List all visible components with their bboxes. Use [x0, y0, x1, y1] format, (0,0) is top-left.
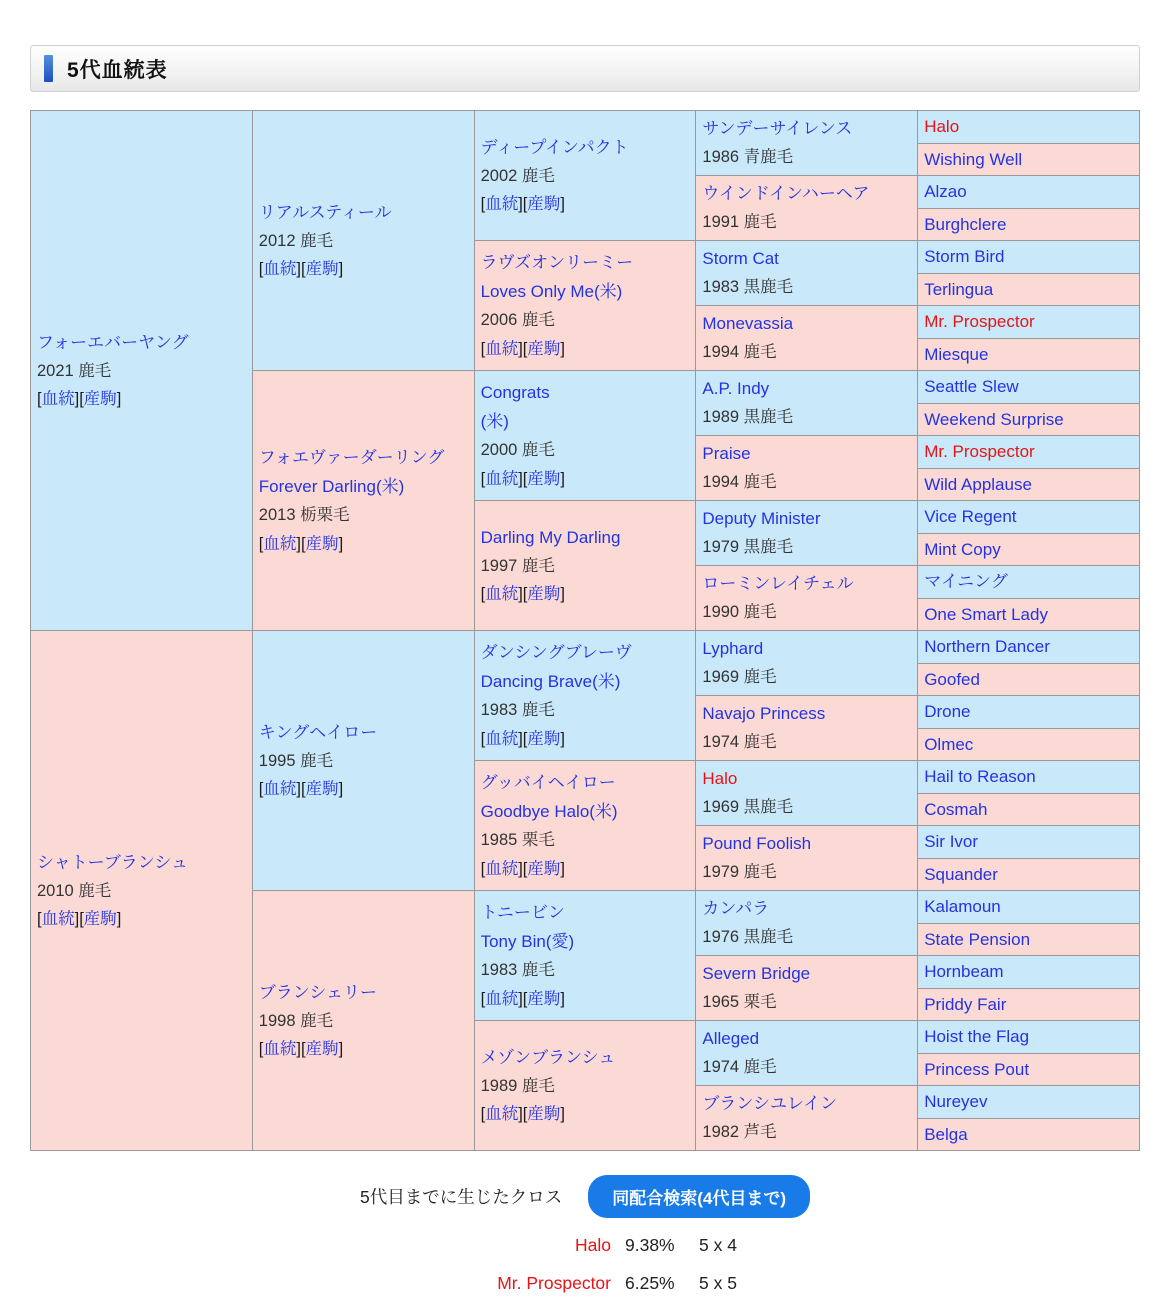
horse-name-link[interactable]: ブランシユレイン — [702, 1094, 838, 1114]
horse-name-link[interactable]: Kalamoun — [924, 897, 1001, 917]
cross-percent: 6.25% — [625, 1273, 675, 1293]
horse-year-coat: 2000 鹿毛 — [480, 441, 555, 460]
horse-name-link[interactable]: Miesque — [924, 344, 989, 364]
blood-link[interactable]: 血統 — [41, 910, 75, 929]
pedigree-cell — [918, 143, 1140, 176]
pedigree-cell — [474, 631, 696, 761]
blood-link[interactable]: 血統 — [485, 729, 519, 748]
horse-latin-name-link[interactable]: Loves Only Me(米) — [480, 282, 623, 302]
pedigree-cell — [918, 761, 1140, 794]
horse-name-link[interactable]: State Pension — [924, 929, 1031, 949]
pedigree-cell — [918, 176, 1140, 209]
horse-year-coat: 1969 鹿毛 — [702, 668, 777, 687]
horse-name-link[interactable]: サンデーサイレンス — [702, 119, 853, 139]
horse-name-link[interactable]: Belga — [924, 1124, 968, 1144]
horse-year-coat: 2006 鹿毛 — [480, 311, 555, 330]
pedigree-cell — [696, 566, 918, 631]
horse-name-link[interactable]: リアルスティール — [258, 202, 392, 222]
horse-name-link[interactable]: Priddy Fair — [924, 994, 1007, 1014]
horse-year-coat: 1994 鹿毛 — [702, 343, 777, 362]
pedigree-cell — [918, 631, 1140, 664]
horse-name-link[interactable]: Mr. Prospector — [924, 312, 1035, 332]
horse-name-link[interactable]: Navajo Princess — [702, 704, 826, 724]
horse-year-coat: 1969 黒鹿毛 — [702, 798, 794, 817]
horse-name-link[interactable]: A.P. Indy — [702, 379, 770, 399]
pedigree-cell — [31, 111, 253, 631]
cross-list — [30, 1235, 1140, 1294]
horse-name-link[interactable]: Mint Copy — [924, 539, 1001, 559]
horse-name-link[interactable]: マイニング — [924, 572, 1008, 592]
horse-name-link[interactable]: Weekend Surprise — [924, 409, 1064, 429]
pedigree-cell — [918, 566, 1140, 599]
blood-link[interactable]: 血統 — [41, 390, 75, 409]
blood-link[interactable]: 血統 — [485, 339, 519, 358]
blood-link[interactable]: 血統 — [485, 859, 519, 878]
horse-year-coat: 1976 黒鹿毛 — [702, 928, 794, 947]
pedigree-cell — [918, 696, 1140, 729]
horse-name-link[interactable]: Mr. Prospector — [924, 442, 1035, 462]
pedigree-cell — [474, 761, 696, 891]
pedigree-cell — [918, 728, 1140, 761]
horse-name-link[interactable]: Squander — [924, 864, 998, 884]
pedigree-cell — [918, 923, 1140, 956]
horse-links: [血統][産駒] — [258, 534, 344, 553]
pedigree-cell — [918, 1021, 1140, 1054]
offspring-link[interactable]: 産駒 — [83, 390, 117, 409]
pedigree-cell — [696, 891, 918, 956]
pedigree-cell — [918, 403, 1140, 436]
horse-year-coat: 1965 栗毛 — [702, 993, 777, 1012]
pedigree-cell — [918, 208, 1140, 241]
offspring-link[interactable]: 産駒 — [527, 195, 561, 214]
pedigree-cell — [918, 956, 1140, 989]
pedigree-cell — [696, 1086, 918, 1151]
horse-name-link[interactable]: Congrats — [480, 382, 550, 402]
offspring-link[interactable]: 産駒 — [527, 469, 561, 488]
horse-year-coat: 1979 鹿毛 — [702, 863, 777, 882]
pedigree-cell — [918, 1053, 1140, 1086]
pedigree-cell — [696, 696, 918, 761]
offspring-link[interactable]: 産駒 — [527, 989, 561, 1008]
horse-name-link[interactable]: トニービン — [480, 902, 565, 922]
horse-name-link[interactable]: シャトーブランシュ — [37, 852, 189, 872]
horse-name-link[interactable]: Terlingua — [924, 279, 994, 299]
horse-latin-name-link[interactable]: Forever Darling(米) — [258, 477, 405, 497]
horse-year-coat: 1994 鹿毛 — [702, 473, 777, 492]
horse-name-link[interactable]: Severn Bridge — [702, 964, 811, 984]
pedigree-cell — [474, 241, 696, 371]
horse-name-link[interactable]: Northern Dancer — [924, 637, 1050, 657]
cross-label: 5代目までに生じたクロス — [359, 1187, 563, 1207]
horse-name-link[interactable]: Hoist the Flag — [924, 1027, 1030, 1047]
blood-link[interactable]: 血統 — [485, 195, 519, 214]
blood-link[interactable]: 血統 — [263, 534, 297, 553]
pedigree-cell — [918, 241, 1140, 274]
horse-year-coat: 1985 栗毛 — [480, 831, 555, 850]
horse-year-coat: 2002 鹿毛 — [480, 166, 555, 185]
pedigree-cell — [696, 1021, 918, 1086]
cross-ancestor-name: Mr. Prospector — [497, 1273, 611, 1293]
horse-name-link[interactable]: Hornbeam — [924, 962, 1004, 982]
horse-name-link[interactable]: Darling My Darling — [480, 527, 621, 547]
horse-name-link[interactable]: Cosmah — [924, 799, 988, 819]
same-mating-search-button[interactable]: 同配合検索(4代目まで) — [588, 1175, 810, 1218]
horse-name-link[interactable]: Sir Ivor — [924, 832, 979, 852]
pedigree-cell — [696, 241, 918, 306]
horse-name-link[interactable]: Wild Applause — [924, 474, 1032, 494]
horse-name-link[interactable]: カンパラ — [702, 899, 770, 919]
pedigree-cell — [918, 1118, 1140, 1151]
offspring-link[interactable]: 産駒 — [527, 585, 561, 604]
pedigree-cell — [918, 273, 1140, 306]
horse-name-link[interactable]: キングヘイロー — [258, 722, 378, 742]
blood-link[interactable]: 血統 — [485, 469, 519, 488]
horse-name-link[interactable]: Nureyev — [924, 1092, 988, 1112]
horse-links: [血統][産駒] — [480, 729, 565, 748]
horse-year-coat: 1997 鹿毛 — [480, 556, 555, 575]
horse-latin-name-link[interactable]: Goodbye Halo(米) — [480, 802, 618, 822]
horse-name-link[interactable]: フォーエバーヤング — [37, 332, 189, 352]
horse-year-coat: 1989 黒鹿毛 — [702, 408, 794, 427]
horse-year-coat: 2012 鹿毛 — [258, 231, 334, 250]
offspring-link[interactable]: 産駒 — [305, 1040, 339, 1059]
pedigree-cell — [696, 111, 918, 176]
horse-year-coat: 1979 黒鹿毛 — [702, 538, 794, 557]
cross-row — [30, 1235, 1140, 1256]
horse-links: [血統][産駒] — [480, 859, 565, 878]
horse-name-link[interactable]: One Smart Lady — [924, 604, 1048, 624]
offspring-link[interactable]: 産駒 — [305, 260, 339, 279]
pedigree-cell — [474, 891, 696, 1021]
pedigree-cell — [696, 176, 918, 241]
header-accent-bar — [44, 55, 53, 82]
horse-year-coat: 2021 鹿毛 — [37, 361, 112, 380]
pedigree-table-body — [31, 111, 1140, 1151]
horse-year-coat: 2010 鹿毛 — [37, 881, 112, 900]
horse-name-link[interactable]: Halo — [924, 117, 960, 137]
cross-ancestor-name: Halo — [575, 1235, 611, 1255]
blood-link[interactable]: 血統 — [263, 260, 297, 279]
horse-links: [血統][産駒] — [480, 585, 565, 604]
horse-links: [血統][産駒] — [258, 780, 344, 799]
pedigree-cell — [696, 826, 918, 891]
horse-year-coat: 1983 鹿毛 — [480, 701, 555, 720]
horse-name-link[interactable]: Alleged — [702, 1029, 760, 1049]
offspring-link[interactable]: 産駒 — [527, 729, 561, 748]
section-header — [30, 45, 1140, 92]
offspring-link[interactable]: 産駒 — [83, 910, 117, 929]
horse-year-coat: 1998 鹿毛 — [258, 1011, 334, 1030]
pedigree-cell — [474, 111, 696, 241]
horse-name-link[interactable]: ブランシェリー — [258, 982, 378, 1002]
horse-name-link[interactable]: Storm Bird — [924, 247, 1005, 267]
horse-links: [血統][産駒] — [37, 390, 122, 409]
pedigree-cell — [918, 891, 1140, 924]
pedigree-cell — [918, 338, 1140, 371]
horse-name-link[interactable]: Alzao — [924, 182, 967, 202]
horse-links: [血統][産駒] — [37, 910, 122, 929]
horse-links: [血統][産駒] — [258, 1040, 344, 1059]
horse-name-link[interactable]: Burghclere — [924, 214, 1007, 234]
horse-year-coat: 1974 鹿毛 — [702, 1058, 777, 1077]
cross-header-row — [30, 1175, 1140, 1218]
horse-links: [血統][産駒] — [258, 260, 344, 279]
horse-name-link[interactable]: Pound Foolish — [702, 834, 812, 854]
horse-name-link[interactable]: ダンシングブレーヴ — [480, 642, 632, 662]
blood-link[interactable]: 血統 — [263, 1040, 297, 1059]
pedigree-cell — [696, 371, 918, 436]
pedigree-cell — [918, 826, 1140, 859]
pedigree-cell — [252, 111, 474, 371]
horse-name-link[interactable]: Storm Cat — [702, 249, 779, 269]
pedigree-cell — [918, 501, 1140, 534]
pedigree-cell — [918, 858, 1140, 891]
pedigree-cell — [918, 1086, 1140, 1119]
horse-links: [血統][産駒] — [480, 989, 565, 1008]
pedigree-cell — [696, 501, 918, 566]
pedigree-cell — [918, 533, 1140, 566]
pedigree-cell — [474, 1021, 696, 1151]
blood-link[interactable]: 血統 — [485, 585, 519, 604]
pedigree-cell — [474, 371, 696, 501]
horse-name-link[interactable]: Hail to Reason — [924, 767, 1036, 787]
cross-pattern: 5 x 5 — [699, 1273, 737, 1293]
horse-year-coat: 1982 芦毛 — [702, 1123, 777, 1142]
horse-name-link[interactable]: Seattle Slew — [924, 377, 1019, 397]
pedigree-cell — [918, 371, 1140, 404]
horse-latin-name-link[interactable]: Dancing Brave(米) — [480, 672, 621, 692]
horse-name-link[interactable]: Lyphard — [702, 639, 764, 659]
horse-links: [血統][産駒] — [480, 1105, 565, 1124]
horse-name-link[interactable]: Princess Pout — [924, 1059, 1030, 1079]
pedigree-cell — [474, 501, 696, 631]
pedigree-cell — [918, 436, 1140, 469]
horse-name-link[interactable]: Monevassia — [702, 314, 794, 334]
pedigree-cell — [918, 598, 1140, 631]
offspring-link[interactable]: 産駒 — [527, 1105, 561, 1124]
horse-name-link[interactable]: Deputy Minister — [702, 509, 821, 529]
blood-link[interactable]: 血統 — [263, 780, 297, 799]
pedigree-cell — [696, 761, 918, 826]
horse-name-link[interactable]: メゾンブランシュ — [480, 1047, 616, 1067]
horse-name-link[interactable]: ラヴズオンリーミー — [480, 252, 634, 272]
horse-name-link[interactable]: Vice Regent — [924, 507, 1017, 527]
cross-row — [30, 1273, 1140, 1294]
pedigree-cell — [696, 631, 918, 696]
blood-link[interactable]: 血統 — [485, 1105, 519, 1124]
pedigree-cell — [252, 371, 474, 631]
horse-name-link[interactable]: Wishing Well — [924, 149, 1023, 169]
page-title: 5代血統表 — [67, 58, 168, 82]
blood-link[interactable]: 血統 — [485, 989, 519, 1008]
horse-name-link[interactable]: フォエヴァーダーリング — [258, 447, 445, 467]
horse-name-link[interactable]: ディープインパクト — [480, 137, 629, 157]
horse-year-coat: 1986 青鹿毛 — [702, 148, 794, 167]
pedigree-cell — [696, 956, 918, 1021]
horse-name-link[interactable]: Olmec — [924, 734, 974, 754]
horse-name-link[interactable]: ウインドインハーヘア — [702, 184, 870, 204]
horse-year-coat: 1983 鹿毛 — [480, 961, 555, 980]
pedigree-cell — [696, 436, 918, 501]
horse-latin-name-link[interactable]: Tony Bin(愛) — [480, 932, 575, 952]
offspring-link[interactable]: 産駒 — [527, 339, 561, 358]
offspring-link[interactable]: 産駒 — [305, 534, 339, 553]
pedigree-cell — [696, 306, 918, 371]
pedigree-cell — [918, 663, 1140, 696]
pedigree-cell — [31, 631, 253, 1151]
page-container — [0, 45, 1170, 1304]
horse-year-coat: 1983 黒鹿毛 — [702, 278, 794, 297]
cross-percent: 9.38% — [625, 1235, 675, 1255]
horse-name-link[interactable]: Drone — [924, 702, 971, 722]
horse-name-link[interactable]: ローミンレイチェル — [702, 574, 854, 594]
pedigree-cell — [252, 891, 474, 1151]
horse-year-coat: 1995 鹿毛 — [258, 751, 334, 770]
cross-pattern: 5 x 4 — [699, 1235, 737, 1255]
horse-name-link[interactable]: グッバイヘイロー — [480, 772, 616, 792]
pedigree-table — [30, 110, 1140, 1151]
horse-name-link[interactable]: Halo — [702, 769, 738, 789]
horse-name-link[interactable]: Goofed — [924, 669, 980, 689]
horse-year-coat: 1989 鹿毛 — [480, 1076, 555, 1095]
horse-year-coat: 1991 鹿毛 — [702, 213, 777, 232]
horse-links: [血統][産駒] — [480, 195, 565, 214]
horse-year-coat: 1974 鹿毛 — [702, 733, 777, 752]
horse-year-coat: 1990 鹿毛 — [702, 603, 777, 622]
horse-year-coat: 2013 栃栗毛 — [258, 506, 350, 525]
pedigree-cell — [918, 468, 1140, 501]
horse-latin-name-link[interactable]: (米) — [480, 412, 509, 432]
horse-links: [血統][産駒] — [480, 339, 565, 358]
pedigree-cell — [918, 988, 1140, 1021]
offspring-link[interactable]: 産駒 — [305, 780, 339, 799]
pedigree-cell — [918, 793, 1140, 826]
pedigree-cell — [252, 631, 474, 891]
pedigree-cell — [918, 111, 1140, 144]
pedigree-cell — [918, 306, 1140, 339]
horse-links: [血統][産駒] — [480, 469, 565, 488]
horse-name-link[interactable]: Praise — [702, 444, 751, 464]
offspring-link[interactable]: 産駒 — [527, 859, 561, 878]
